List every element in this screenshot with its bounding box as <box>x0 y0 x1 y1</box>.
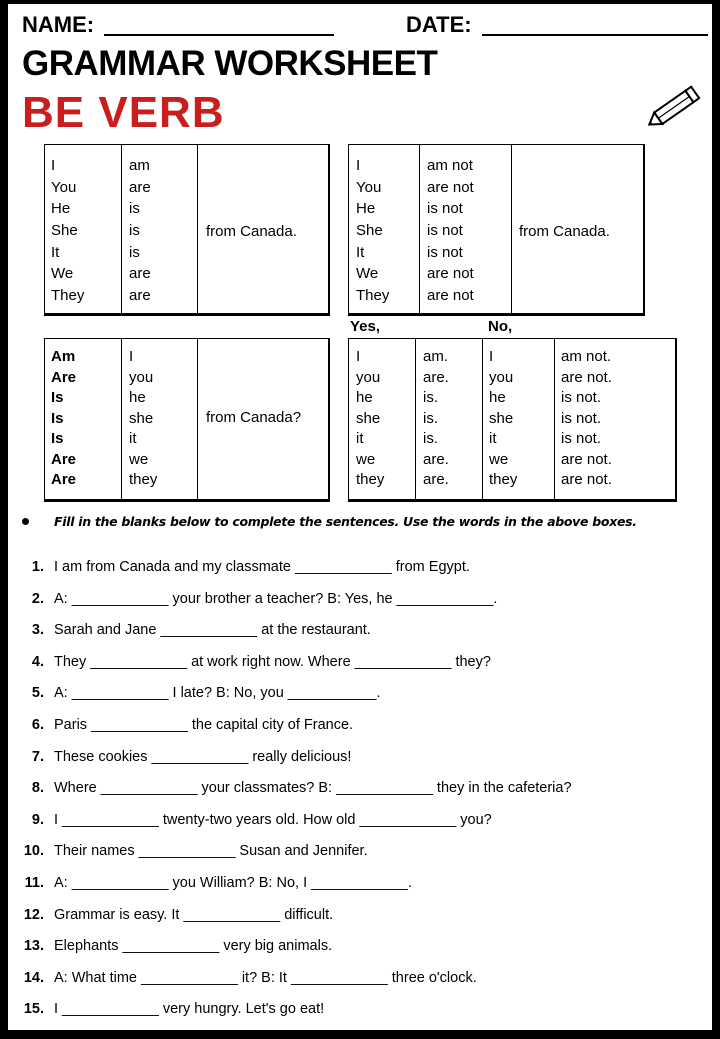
question-number: 10. <box>23 843 44 860</box>
question-text: Their names ____________ Susan and Jennifer. <box>54 843 368 860</box>
question-text: Elephants ____________ very big animals. <box>54 938 333 955</box>
subject-cell: they <box>489 471 518 488</box>
question-complement: from Canada? <box>206 409 302 426</box>
question-text: A: ____________ your brother a teacher? B: Yes, he ____________. <box>54 590 498 607</box>
verb-cell: Are <box>51 368 77 386</box>
subject-cell: She <box>51 222 78 240</box>
short-answer-table <box>348 338 677 502</box>
verb-cell: is not <box>427 243 463 261</box>
subject-cell: You <box>356 178 382 196</box>
verb-cell: are. <box>423 368 449 386</box>
question-number: 12. <box>23 906 44 923</box>
verb-cell: are. <box>423 450 449 468</box>
subject-cell: He <box>356 200 376 218</box>
question-number: 1. <box>31 559 44 575</box>
verb-cell: Are <box>51 471 77 488</box>
question-text: I ____________ very hungry. Let's go eat! <box>54 1001 325 1018</box>
subject-cell: she <box>489 409 514 427</box>
verb-cell: is not. <box>561 430 602 447</box>
question-number: 6. <box>31 717 44 733</box>
question-text: Paris ____________ the capital city of France. <box>54 717 354 733</box>
question-subjects <box>129 347 157 491</box>
subject-cell: You <box>51 178 77 196</box>
subject-cell: She <box>356 222 383 240</box>
question-table <box>44 338 330 502</box>
verb-cell: is not. <box>561 389 602 406</box>
subject-cell: It <box>51 243 60 261</box>
verb-cell: is <box>129 222 140 240</box>
pencil-icon <box>644 82 706 141</box>
verb-cell: is not. <box>561 409 602 427</box>
verb-cell: is <box>129 200 140 218</box>
question-number: 15. <box>23 1001 44 1018</box>
question-number: 11. <box>24 875 44 891</box>
subject-cell: she <box>356 409 381 427</box>
subject-cell: I <box>51 157 56 174</box>
subject-cell: he <box>129 389 146 406</box>
subject-cell: he <box>356 389 373 406</box>
verb-cell: are not. <box>561 368 612 386</box>
affirmative-verbs <box>129 155 151 307</box>
verb-cell: is. <box>423 389 438 406</box>
verb-cell: is not <box>427 200 463 218</box>
verb-cell: Is <box>51 409 64 427</box>
no-subjects <box>489 347 517 491</box>
worksheet-page <box>8 4 712 1030</box>
verb-cell: are <box>129 178 151 196</box>
yes-label: Yes, <box>350 318 381 335</box>
verb-cell: are not <box>427 287 474 305</box>
subject-cell: they <box>356 471 385 488</box>
verb-cell: am <box>129 157 150 174</box>
instructions: Fill in the blanks below to complete the sentences. Use the words in the above boxes. <box>54 514 637 529</box>
verb-cell: is. <box>423 409 438 427</box>
question-text: A: ____________ I late? B: No, you ___________. <box>54 685 381 702</box>
question-number: 9. <box>31 811 44 828</box>
subject-cell: it <box>489 430 497 447</box>
subject-cell: you <box>129 368 154 386</box>
question-number: 5. <box>31 685 44 702</box>
subject-cell: He <box>51 200 71 218</box>
subject-cell: he <box>489 389 506 406</box>
verb-cell: Is <box>51 389 64 406</box>
question-text: I ____________ twenty-two years old. How old ____________ you? <box>54 811 492 828</box>
negative-subjects <box>356 155 389 307</box>
question-number: 3. <box>31 622 44 639</box>
subject-cell: you <box>489 368 514 386</box>
subject-cell: she <box>129 409 154 427</box>
verb-cell: are not <box>427 178 474 196</box>
question-number: 4. <box>31 653 44 670</box>
question-text: A: ____________ you William? B: No, I ____________. <box>54 875 412 891</box>
subject-cell: I <box>356 348 361 365</box>
no-verbs <box>561 347 612 491</box>
question-number: 7. <box>31 748 44 765</box>
verb-cell: are not <box>427 265 474 283</box>
yes-verbs <box>423 347 449 491</box>
verb-cell: am not. <box>561 348 612 365</box>
question-text: A: What time ____________ it? B: It ____________ three o'clock. <box>54 969 477 986</box>
verb-cell: is not <box>427 222 463 240</box>
verb-cell: Is <box>51 430 64 447</box>
worksheet-title: GRAMMAR WORKSHEET <box>22 44 438 83</box>
verb-cell: am. <box>423 348 449 365</box>
verb-cell: are <box>129 287 151 305</box>
date-line <box>482 34 708 36</box>
question-verbs <box>51 347 76 491</box>
verb-cell: is. <box>423 430 438 447</box>
subject-cell: it <box>129 430 137 447</box>
question-text: They ____________ at work right now. Where ____________ they? <box>54 653 491 670</box>
question-number: 14. <box>23 969 44 986</box>
name-label: NAME: <box>22 12 95 37</box>
subject-cell: you <box>356 368 381 386</box>
name-line <box>104 34 334 36</box>
subject-cell: we <box>129 450 149 468</box>
subject-cell: We <box>356 265 379 283</box>
verb-cell: is <box>129 243 140 261</box>
worksheet-subtitle: BE VERB <box>22 88 225 137</box>
question-number: 13. <box>23 938 44 955</box>
question-number: 2. <box>31 590 44 607</box>
negative-verbs <box>427 155 474 307</box>
affirmative-table <box>44 144 330 316</box>
negative-complement: from Canada. <box>519 223 610 240</box>
subject-cell: They <box>356 287 390 305</box>
negative-table <box>348 144 645 316</box>
subject-cell: they <box>129 471 158 488</box>
question-number: 8. <box>31 780 44 797</box>
affirmative-subjects <box>51 155 84 307</box>
subject-cell: I <box>356 157 361 174</box>
no-label: No, <box>488 318 513 335</box>
subject-cell: It <box>356 243 365 261</box>
verb-cell: Am <box>51 348 76 365</box>
subject-cell: I <box>489 348 494 365</box>
question-text: Grammar is easy. It ____________ difficult. <box>54 906 334 923</box>
question-text: These cookies ____________ really delicious! <box>54 748 352 765</box>
affirmative-complement: from Canada. <box>206 223 297 240</box>
subject-cell: They <box>51 287 85 305</box>
subject-cell: we <box>356 450 376 468</box>
verb-cell: Are <box>51 450 77 468</box>
subject-cell: We <box>51 265 74 283</box>
date-label: DATE: <box>406 12 472 37</box>
bullet-icon <box>22 518 29 525</box>
subject-cell: we <box>489 450 509 468</box>
verb-cell: am not <box>427 157 473 174</box>
question-text: I am from Canada and my classmate ____________ from Egypt. <box>54 559 470 575</box>
subject-cell: I <box>129 348 134 365</box>
verb-cell: are. <box>423 471 449 488</box>
question-text: Sarah and Jane ____________ at the restaurant. <box>54 622 371 639</box>
verb-cell: are <box>129 265 151 283</box>
subject-cell: it <box>356 430 364 447</box>
verb-cell: are not. <box>561 450 612 468</box>
yes-subjects <box>356 347 384 491</box>
verb-cell: are not. <box>561 471 612 488</box>
question-text: Where ____________ your classmates? B: ____________ they in the cafeteria? <box>54 780 572 797</box>
